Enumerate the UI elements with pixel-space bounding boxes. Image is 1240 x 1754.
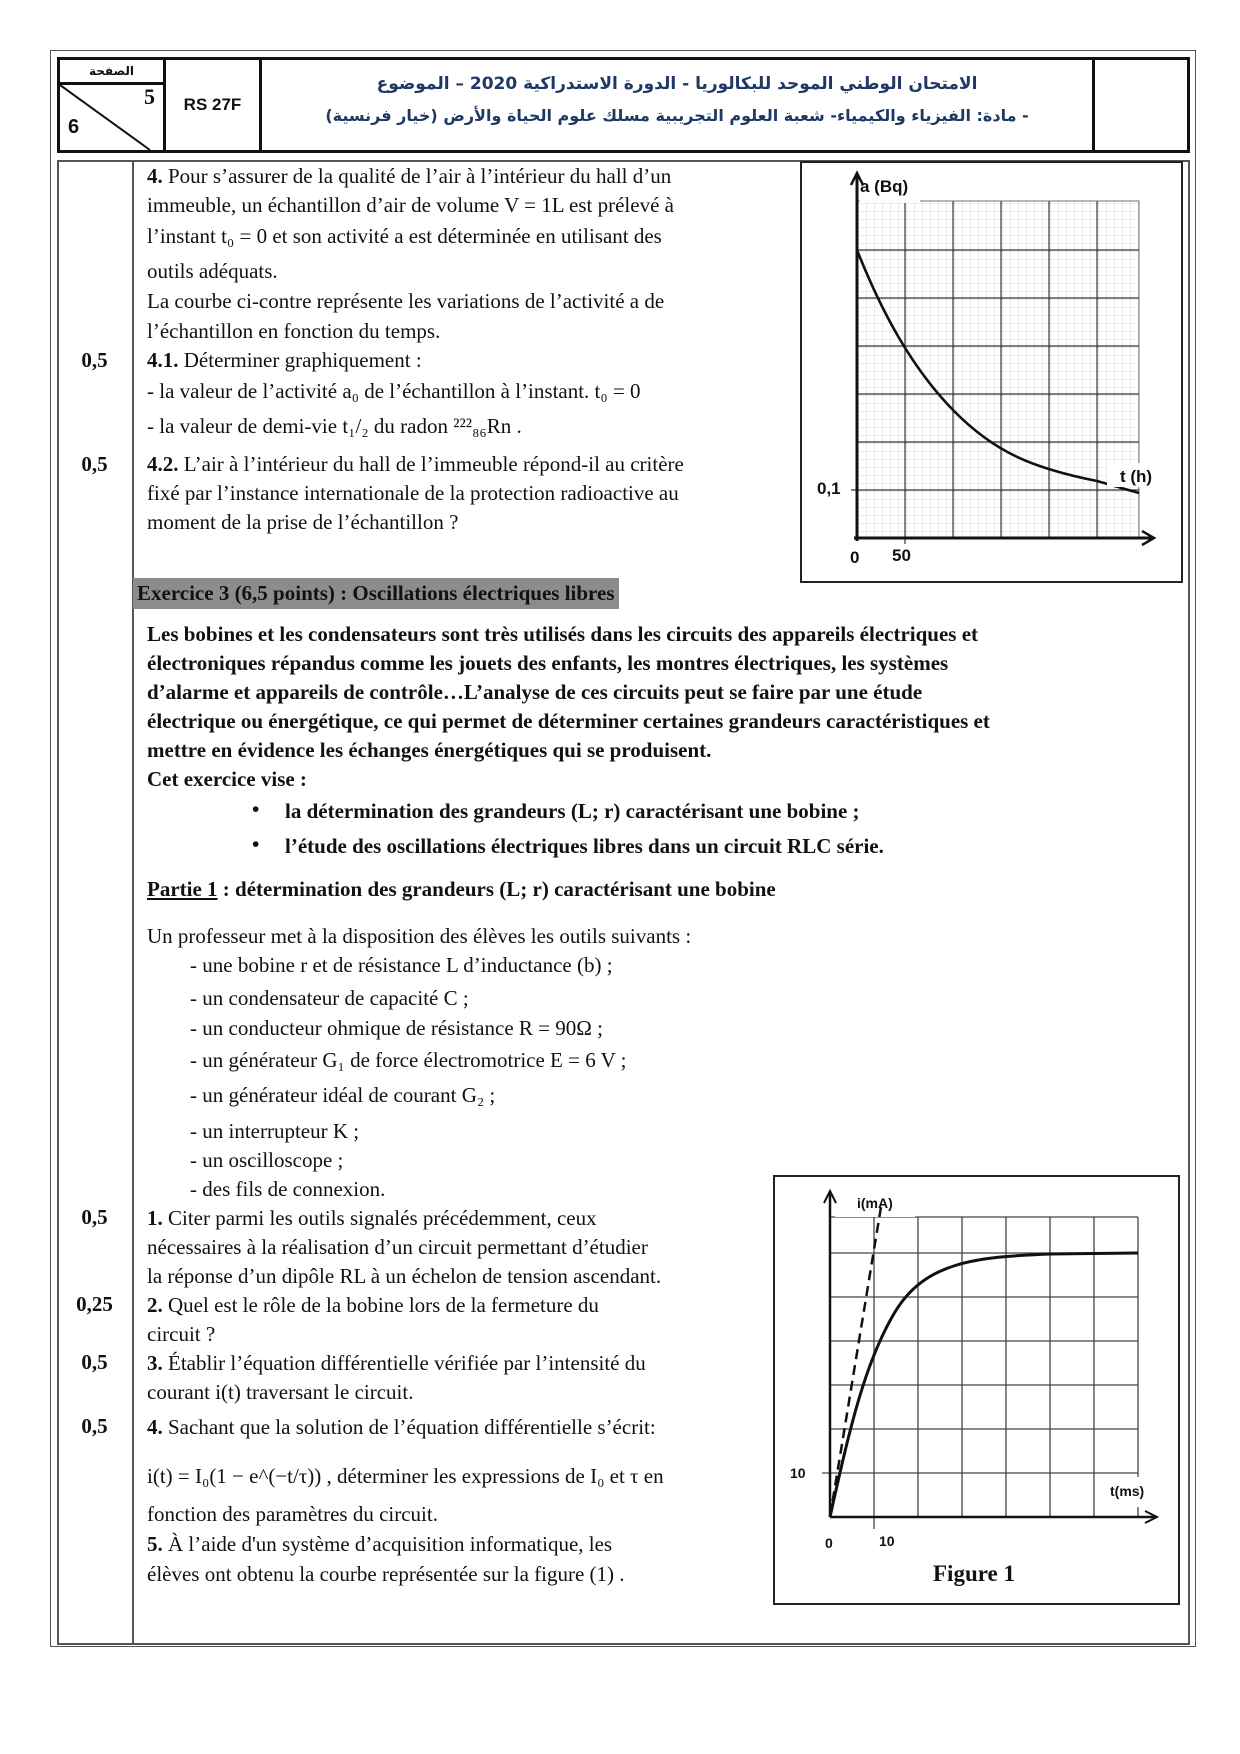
question-4-line-1: 4. Sachant que la solution de l’équation différentielle s’écrit: bbox=[147, 1415, 656, 1439]
tool-item: - un oscilloscope ; bbox=[190, 1148, 344, 1172]
tool-item: - un condensateur de capacité C ; bbox=[190, 986, 469, 1010]
part-1-heading: Partie 1 : détermination des grandeurs (L; r) caractérisant une bobine bbox=[147, 877, 776, 901]
y-tick-label: 10 bbox=[790, 1465, 806, 1481]
exercise-3-title: Exercice 3 (6,5 points) : Oscillations électriques libres bbox=[133, 578, 619, 609]
intro-line-1: Les bobines et les condensateurs sont très utilisés dans les circuits des appareils électriques et bbox=[147, 622, 979, 646]
y-axis-label: a (Bq) bbox=[860, 177, 909, 196]
tool-item: - un interrupteur K ; bbox=[190, 1119, 360, 1143]
intro-line-3: d’alarme et appareils de contrôle…L’analyse de ces circuits peut se faire par une étude bbox=[147, 680, 923, 704]
q4-line-2: immeuble, un échantillon d’air de volume V = 1L est prélevé à bbox=[147, 193, 674, 217]
bullet-icon: • bbox=[252, 832, 260, 856]
figure-1-plot bbox=[775, 1177, 1178, 1603]
score-q4-1: 0,5 bbox=[81, 348, 108, 372]
x-axis-label: t(ms) bbox=[1110, 1483, 1145, 1499]
score-q4: 0,5 bbox=[81, 1414, 108, 1438]
score-q2: 0,25 bbox=[76, 1292, 113, 1316]
y-tick-label: 0,1 bbox=[817, 479, 841, 498]
question-3-line-1: 3. Établir l’équation différentielle vérifiée par l’intensité du bbox=[147, 1351, 646, 1375]
q4-line-4: outils adéquats. bbox=[147, 259, 278, 283]
y-axis-label: i(mA) bbox=[857, 1195, 893, 1211]
title-line-2: - مادة: الفيزياء والكيمياء- شعبة العلوم التجريبية مسلك علوم الحياة والأرض (خيار فرنسية) bbox=[325, 106, 1029, 125]
x-tick-10: 10 bbox=[879, 1533, 895, 1549]
tool-item: - des fils de connexion. bbox=[190, 1177, 386, 1201]
question-2-line-1: 2. Quel est le rôle de la bobine lors de la fermeture du bbox=[147, 1293, 599, 1317]
question-1-line-3: la réponse d’un dipôle RL à un échelon de tension ascendant. bbox=[147, 1264, 662, 1288]
question-4-line-2: i(t) = I₀(1 − e^(−t/τ)) , déterminer les expressions de I₀ et τ en bbox=[147, 1464, 664, 1488]
question-4-line-3: fonction des paramètres du circuit. bbox=[147, 1502, 438, 1526]
title-line-1: الامتحان الوطني الموحد للبكالوريا - الدورة الاستدراكية 2020 – الموضوع bbox=[376, 74, 978, 94]
question-1-line-2: nécessaires à la réalisation d’un circuit permettant d’étudier bbox=[147, 1235, 648, 1259]
tools-intro: Un professeur met à la disposition des élèves les outils suivants : bbox=[147, 924, 692, 948]
x-tick-50: 50 bbox=[892, 546, 911, 565]
q4-line-5: La courbe ci-contre représente les variations de l’activité a de bbox=[147, 289, 665, 313]
exam-title bbox=[262, 60, 1095, 150]
question-1-line-1: 1. Citer parmi les outils signalés précédemment, ceux bbox=[147, 1206, 597, 1230]
tool-item: - une bobine r et de résistance L d’inductance (b) ; bbox=[190, 953, 613, 977]
q41-a: - la valeur de l’activité a₀ de l’échantillon à l’instant. t₀ = 0 bbox=[147, 379, 641, 403]
figure-1-chart bbox=[773, 1175, 1180, 1605]
exam-code: RS 27F bbox=[166, 60, 262, 150]
question-5-line-1: 5. À l’aide d'un système d’acquisition informatique, les bbox=[147, 1532, 613, 1556]
q41-b: - la valeur de demi-vie t₁/₂ du radon ²²²₈₆Rn . bbox=[147, 414, 522, 438]
header-empty-cell bbox=[1095, 60, 1187, 150]
exam-header bbox=[57, 57, 1190, 153]
intro-line-2: électroniques répandus comme les jouets des enfants, les montres électriques, les systèmes bbox=[147, 651, 949, 675]
x-tick-origin: 0 bbox=[825, 1535, 833, 1551]
question-3-line-2: courant i(t) traversant le circuit. bbox=[147, 1380, 414, 1404]
score-q1: 0,5 bbox=[81, 1205, 108, 1229]
tool-item: - un générateur idéal de courant G₂ ; bbox=[190, 1083, 496, 1107]
activity-chart bbox=[800, 161, 1183, 583]
tool-item: - un générateur G₁ de force électromotrice E = 6 V ; bbox=[190, 1048, 627, 1072]
page-number-cell bbox=[60, 60, 166, 150]
page-label: الصفحة bbox=[60, 60, 163, 85]
intro-line-5: mettre en évidence les échanges énergétiques qui se produisent. bbox=[147, 738, 712, 762]
q4-line-3: l’instant t₀ = 0 et son activité a est déterminée en utilisant des bbox=[147, 224, 662, 248]
q42-line-1: 4.2. L’air à l’intérieur du hall de l’immeuble répond-il au critère bbox=[147, 452, 684, 476]
intro-line-6: Cet exercice vise : bbox=[147, 767, 307, 791]
page-current: 5 bbox=[144, 84, 155, 109]
x-tick-origin: 0 bbox=[850, 548, 860, 567]
question-2-line-2: circuit ? bbox=[147, 1322, 216, 1346]
q42-line-3: moment de la prise de l’échantillon ? bbox=[147, 510, 459, 534]
score-q3: 0,5 bbox=[81, 1350, 108, 1374]
question-5-line-2: élèves ont obtenu la courbe représentée sur la figure (1) . bbox=[147, 1562, 625, 1586]
x-axis-label: t (h) bbox=[1120, 467, 1153, 486]
q41-heading: 4.1. Déterminer graphiquement : bbox=[147, 348, 422, 372]
intro-line-4: électrique ou énergétique, ce qui permet de déterminer certaines grandeurs caractéristiques et bbox=[147, 709, 990, 733]
q42-line-2: fixé par l’instance internationale de la protection radioactive au bbox=[147, 481, 679, 505]
objective-1: la détermination des grandeurs (L; r) caractérisant une bobine ; bbox=[285, 799, 860, 823]
bullet-icon: • bbox=[252, 797, 260, 821]
figure-caption: Figure 1 bbox=[933, 1561, 1015, 1586]
score-q4-2: 0,5 bbox=[81, 452, 108, 476]
objective-2: l’étude des oscillations électriques libres dans un circuit RLC série. bbox=[285, 834, 884, 858]
activity-chart-plot bbox=[802, 163, 1181, 581]
page-total: 6 bbox=[68, 116, 80, 138]
tool-item: - un conducteur ohmique de résistance R = 90Ω ; bbox=[190, 1016, 603, 1040]
q4-line-6: l’échantillon en fonction du temps. bbox=[147, 319, 441, 343]
q4-line-1: 4. Pour s’assurer de la qualité de l’air à l’intérieur du hall d’un bbox=[147, 164, 672, 188]
